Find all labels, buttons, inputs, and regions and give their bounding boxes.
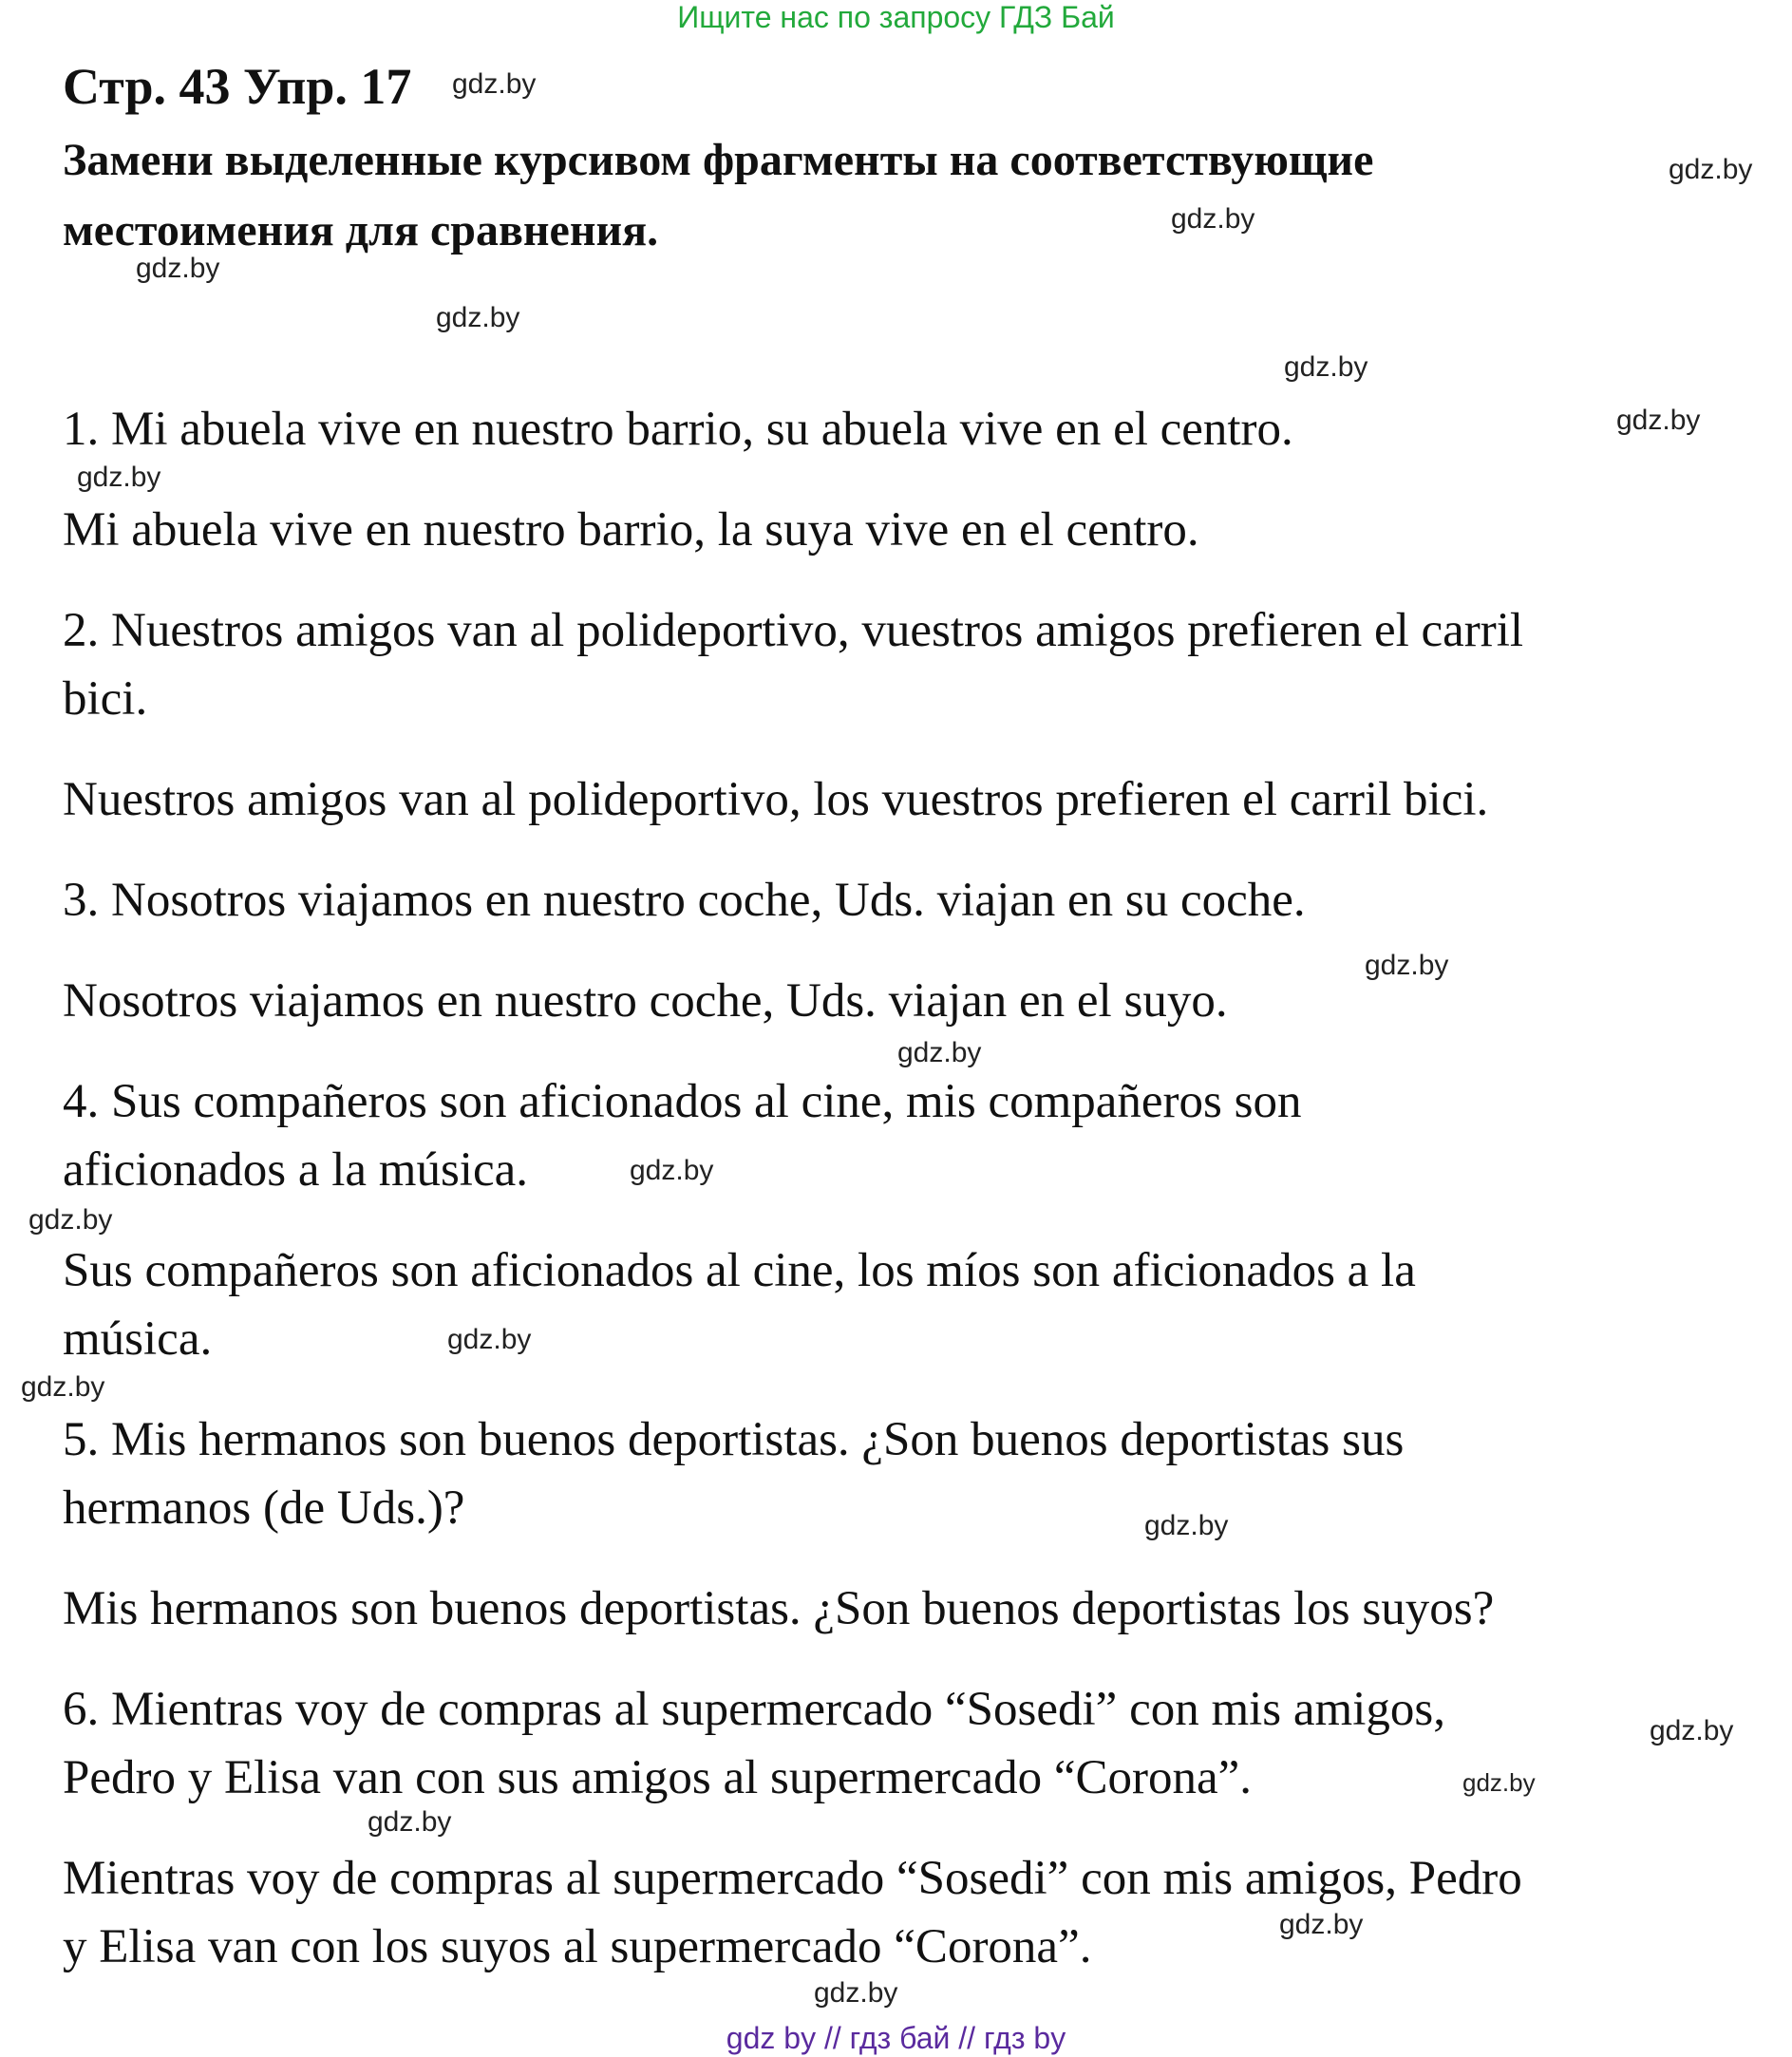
site-banner: Ищите нас по запросу ГДЗ Бай <box>677 0 1115 34</box>
item-4-question-line-2: aficionados a la música. <box>63 1143 528 1197</box>
item-5-question-line-2: hermanos (de Uds.)? <box>63 1481 465 1535</box>
task-line-1: Замени выделенные курсивом фрагменты на соответствующие <box>63 135 1374 185</box>
watermark: gdz.by <box>1462 1768 1536 1797</box>
watermark: gdz.by <box>1144 1510 1229 1541</box>
watermark: gdz.by <box>452 68 537 100</box>
item-1-answer-line-1: Mi abuela vive en nuestro barrio, la suya vive en el centro. <box>63 503 1199 557</box>
watermark: gdz.by <box>1669 154 1753 185</box>
item-1-question-line-1: 1. Mi abuela vive en nuestro barrio, su abuela vive en el centro. <box>63 403 1293 456</box>
item-6-question-line-2: Pedro y Elisa van con sus amigos al supermercado “Corona”. <box>63 1751 1252 1804</box>
item-3-question-line-1: 3. Nosotros viajamos en nuestro coche, Uds. viajan en su coche. <box>63 874 1306 927</box>
item-2-question-line-2: bici. <box>63 672 148 726</box>
item-6-answer-line-2: y Elisa van con los suyos al supermercado “Corona”. <box>63 1920 1092 1973</box>
item-4-answer-line-1: Sus compañeros son aficionados al cine, los míos son aficionados a la <box>63 1244 1416 1297</box>
watermark: gdz.by <box>447 1324 532 1355</box>
watermark: gdz.by <box>21 1371 105 1403</box>
item-6-question-line-1: 6. Mientras voy de compras al supermercado “Sosedi” con mis amigos, <box>63 1683 1445 1736</box>
item-6-answer-line-1: Mientras voy de compras al supermercado “Sosedi” con mis amigos, Pedro <box>63 1852 1522 1905</box>
item-3-answer-line-1: Nosotros viajamos en nuestro coche, Uds. viajan en el suyo. <box>63 974 1228 1028</box>
watermark: gdz.by <box>1365 950 1449 981</box>
watermark: gdz.by <box>1650 1715 1734 1746</box>
task-line-2: местоимения для сравнения. <box>63 205 659 255</box>
watermark: gdz.by <box>1284 351 1368 383</box>
watermark: gdz.by <box>1279 1909 1364 1940</box>
watermark: gdz.by <box>897 1037 982 1068</box>
item-4-question-line-1: 4. Sus compañeros son aficionados al cine, mis compañeros son <box>63 1075 1302 1128</box>
item-2-question-line-1: 2. Nuestros amigos van al polideportivo, vuestros amigos prefieren el carril <box>63 604 1524 657</box>
item-2-answer-line-1: Nuestros amigos van al polideportivo, los vuestros prefieren el carril bici. <box>63 773 1489 826</box>
task-instruction <box>63 125 1373 266</box>
watermark: gdz.by <box>77 462 161 493</box>
watermark: gdz.by <box>28 1204 113 1236</box>
watermark: gdz.by <box>1616 405 1701 436</box>
watermark: gdz.by <box>436 302 520 333</box>
watermark: gdz.by <box>814 1977 898 2009</box>
watermark: gdz.by <box>368 1806 452 1838</box>
item-5-answer-line-1: Mis hermanos son buenos deportistas. ¿Son buenos deportistas los suyos? <box>63 1582 1495 1635</box>
watermark: gdz.by <box>1171 203 1255 235</box>
page-title: Стр. 43 Упр. 17 <box>63 58 412 115</box>
watermark: gdz.by <box>136 253 220 284</box>
site-footer: gdz by // гдз бай // гдз by <box>726 2021 1066 2055</box>
item-4-answer-line-2: música. <box>63 1312 213 1366</box>
watermark: gdz.by <box>630 1155 714 1186</box>
item-5-question-line-1: 5. Mis hermanos son buenos deportistas. ¿Son buenos deportistas sus <box>63 1413 1405 1466</box>
